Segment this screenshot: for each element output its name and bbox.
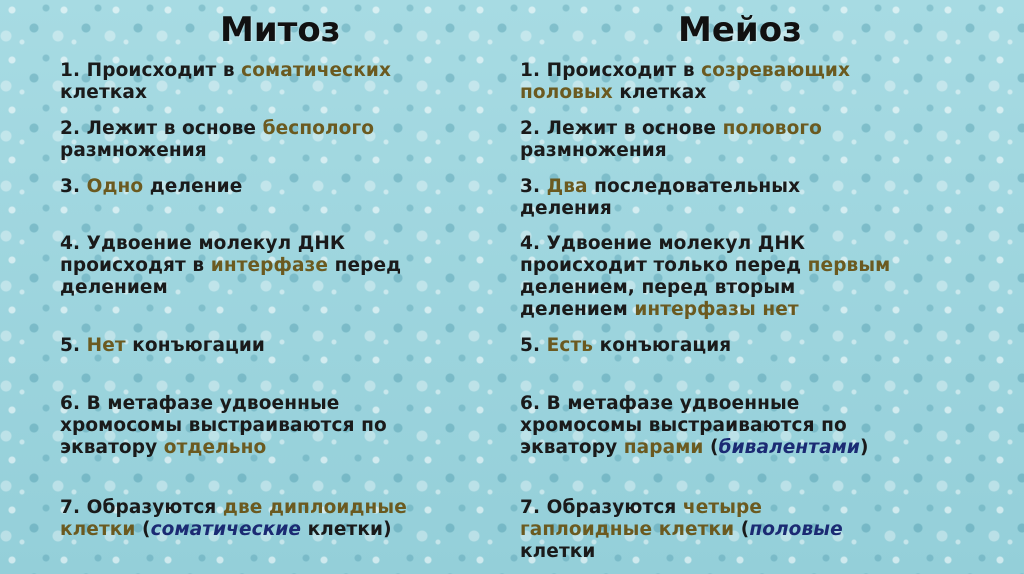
item-text: деления (520, 198, 612, 219)
highlight-term: Нет (86, 335, 126, 356)
item-text: 1. Происходит в (520, 60, 702, 81)
item-text: ( (703, 437, 719, 458)
item-text: клетках (60, 82, 148, 103)
meiosis-item-4 (520, 233, 890, 321)
item-text: 2. Лежит в основе (60, 118, 263, 139)
highlight-term: созревающих (701, 60, 851, 81)
meiosis-title: Мейоз (678, 10, 802, 50)
item-text: ) (859, 437, 869, 458)
item-text: 6. В метафазе удвоенные (60, 393, 340, 414)
mitosis-item-4 (60, 233, 401, 299)
item-text: последовательных (587, 176, 801, 197)
emphasis-term: соматические (150, 519, 302, 540)
highlight-term: Два (546, 176, 588, 197)
item-text: 5. (520, 335, 547, 356)
item-text: 5. (60, 335, 87, 356)
item-text: 4. Удвоение молекул ДНК (60, 233, 346, 254)
highlight-term: отдельно (163, 437, 267, 458)
mitosis-item-5 (60, 335, 265, 357)
mitosis-title: Митоз (220, 10, 341, 50)
item-text: конъюгации (125, 335, 265, 356)
meiosis-item-6 (520, 393, 869, 459)
emphasis-term: половые (749, 519, 843, 540)
highlight-term: бесполого (262, 118, 375, 139)
meiosis-item-2 (520, 118, 822, 162)
item-text: делением, перед вторым (520, 277, 796, 298)
mitosis-item-3 (60, 176, 242, 198)
item-text: конъюгация (593, 335, 732, 356)
item-text: хромосомы выстраиваются по (60, 415, 387, 436)
highlight-term: клетки (60, 519, 136, 540)
item-text: происходят в (60, 255, 211, 276)
meiosis-item-7 (520, 497, 843, 563)
highlight-term: первым (807, 255, 891, 276)
item-text: клетках (612, 82, 707, 103)
item-text: 1. Происходит в (60, 60, 242, 81)
item-text: происходит только перед (520, 255, 808, 276)
item-text: клетки (520, 541, 596, 562)
item-text: размножения (520, 140, 667, 161)
highlight-term: соматических (241, 60, 392, 81)
mitosis-item-7 (60, 497, 407, 541)
item-text: делением (520, 299, 635, 320)
highlight-term: полового (722, 118, 822, 139)
emphasis-term: бивалентами (718, 437, 860, 458)
item-text: размножения (60, 140, 207, 161)
highlight-term: интерфазы нет (634, 299, 799, 320)
item-text: ( (135, 519, 151, 540)
highlight-term: интерфазе (210, 255, 329, 276)
item-text: хромосомы выстраиваются по (520, 415, 847, 436)
mitosis-item-2 (60, 118, 374, 162)
meiosis-item-5 (520, 335, 731, 357)
item-text: экватору (60, 437, 164, 458)
item-text: делением (60, 277, 168, 298)
item-text: 7. Образуются (520, 497, 683, 518)
highlight-term: Есть (546, 335, 594, 356)
item-text: 6. В метафазе удвоенные (520, 393, 800, 414)
highlight-term: две диплоидные (222, 497, 407, 518)
item-text: 2. Лежит в основе (520, 118, 723, 139)
highlight-term: гаплоидные клетки (520, 519, 735, 540)
highlight-term: Одно (86, 176, 144, 197)
meiosis-item-1 (520, 60, 850, 104)
item-text: клетки) (301, 519, 392, 540)
mitosis-item-1 (60, 60, 391, 104)
highlight-term: половых (520, 82, 613, 103)
mitosis-item-6 (60, 393, 387, 459)
item-text: 7. Образуются (60, 497, 223, 518)
highlight-term: четыре (682, 497, 763, 518)
item-text: 4. Удвоение молекул ДНК (520, 233, 806, 254)
item-text: 3. (60, 176, 87, 197)
item-text: экватору (520, 437, 624, 458)
highlight-term: парами (623, 437, 704, 458)
item-text: 3. (520, 176, 547, 197)
item-text: перед (328, 255, 402, 276)
item-text: ( (734, 519, 750, 540)
item-text: деление (143, 176, 243, 197)
meiosis-item-3 (520, 176, 800, 220)
